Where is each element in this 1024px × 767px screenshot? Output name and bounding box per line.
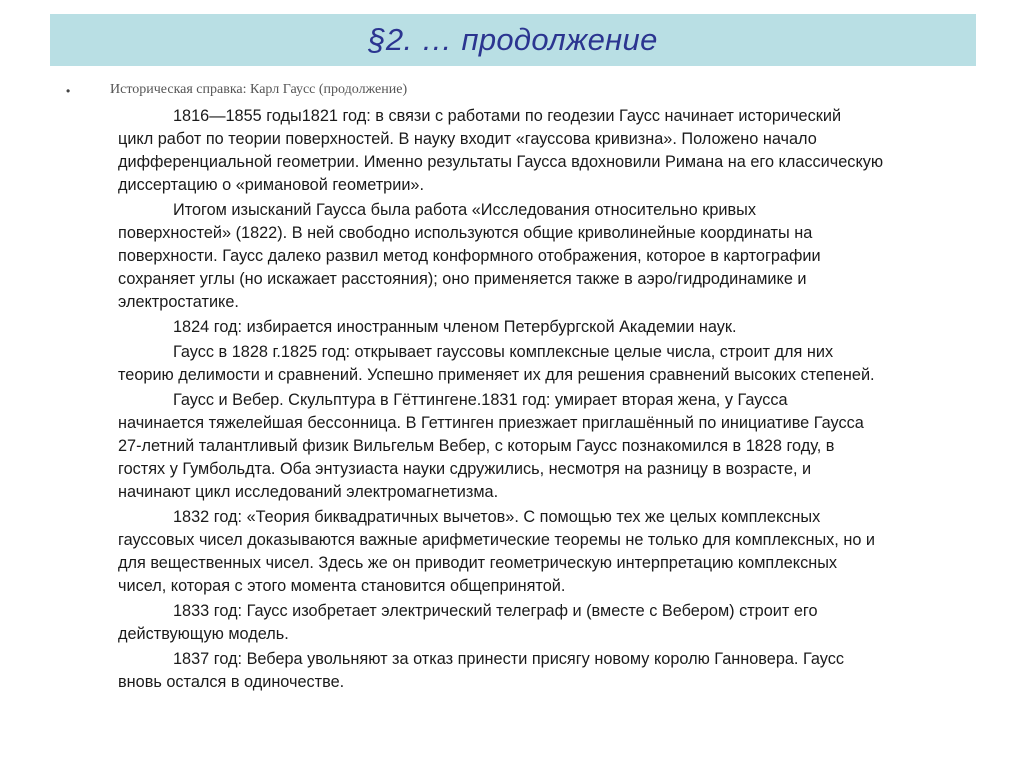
paragraph-line: Гаусс и Вебер. Скульптура в Гёттингене.1831 год: умирает вторая жена, у Гаусса	[173, 391, 788, 409]
paragraph-line: начинают цикл исследований электромагнетизма.	[118, 483, 499, 501]
paragraph-line: гауссовых чисел доказываются важные арифметические теоремы не только для комплексных, но и	[118, 531, 875, 549]
paragraph-line: 1837 год: Вебера увольняют за отказ принести присягу новому королю Ганновера. Гаусс	[173, 650, 844, 668]
paragraph-line: дифференциальной геометрии. Именно результаты Гаусса вдохновили Римана на его классическую	[118, 153, 884, 171]
paragraph-line: гостях у Гумбольдта. Оба энтузиаста науки сдружились, несмотря на разницу в возрасте, и	[118, 460, 812, 478]
paragraph-line: теорию делимости и сравнений. Успешно применяет их для решения сравнений высоких степеней.	[118, 366, 875, 384]
paragraph-line: диссертацию о «римановой геометрии».	[118, 176, 425, 194]
paragraph	[118, 316, 978, 339]
subheading: Историческая справка: Карл Гаусс (продолжение)	[110, 82, 408, 97]
paragraph-line: 27-летний талантливый физик Вильгельм Вебер, с которым Гаусс познакомился в 1828 году, в	[118, 437, 835, 455]
paragraph-line: 1816—1855 годы1821 год: в связи с работами по геодезии Гаусс начинает исторический	[173, 107, 842, 125]
slide-title: §2. … продолжение	[368, 22, 658, 57]
paragraph-line: сохраняет углы (но искажает расстояния); оно применяется также в аэро/гидродинамике и	[118, 270, 807, 288]
paragraph	[118, 389, 978, 504]
paragraph-line: 1824 год: избирается иностранным членом Петербургской Академии наук.	[173, 318, 737, 336]
paragraph-line: действующую модель.	[118, 625, 289, 643]
paragraph	[118, 105, 978, 197]
paragraph-line: для вещественных чисел. Здесь же он приводит геометрическую интерпретацию комплексных	[118, 554, 838, 572]
paragraph-line: 1833 год: Гаусс изобретает электрический телеграф и (вместе с Вебером) строит его	[173, 602, 818, 620]
paragraph-line: начинается тяжелейшая бессонница. В Геттинген приезжает приглашённый по инициативе Гаусса	[118, 414, 864, 432]
paragraph-line: Гаусс в 1828 г.1825 год: открывает гауссовы комплексные целые числа, строит для них	[173, 343, 834, 361]
paragraph	[118, 199, 978, 314]
paragraph-line: электростатике.	[118, 293, 239, 311]
paragraph-line: вновь остался в одиночестве.	[118, 673, 345, 691]
paragraph-line: поверхностей» (1822). В ней свободно используются общие криволинейные координаты на	[118, 224, 813, 242]
slide-body	[118, 105, 978, 696]
paragraph	[118, 600, 978, 646]
paragraph	[118, 506, 978, 598]
paragraph-line: цикл работ по теории поверхностей. В науку входит «гауссова кривизна». Положено начало	[118, 130, 817, 148]
paragraph	[118, 648, 978, 694]
paragraph-line: чисел, которая с этого момента становится общепринятой.	[118, 577, 566, 595]
paragraph-line: поверхности. Гаусс далеко развил метод конформного отображения, которое в картографии	[118, 247, 821, 265]
title-bar	[50, 14, 976, 66]
bullet-marker: •	[66, 84, 71, 98]
paragraph	[118, 341, 978, 387]
paragraph-line: 1832 год: «Теория биквадратичных вычетов». С помощью тех же целых комплексных	[173, 508, 821, 526]
paragraph-line: Итогом изысканий Гаусса была работа «Исследования относительно кривых	[173, 201, 756, 219]
